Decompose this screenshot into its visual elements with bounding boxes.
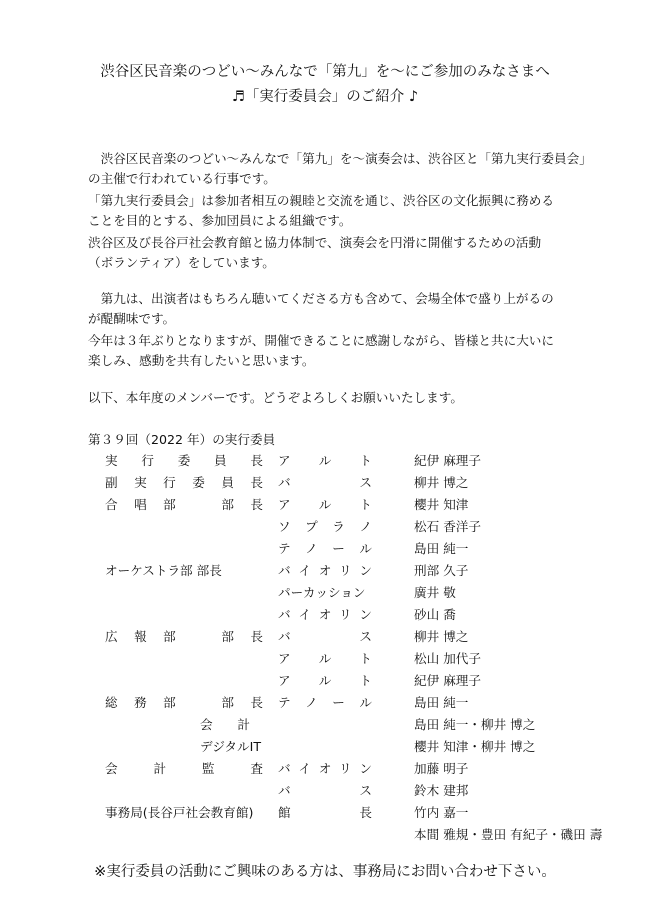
roster-row: [0, 736, 650, 758]
roster-name: 紀伊 麻理子: [414, 673, 481, 688]
roster-name: 櫻井 知津: [414, 497, 469, 512]
roster-role: デジタルIT: [200, 739, 262, 754]
roster-part: ア ル ト: [278, 497, 372, 512]
roster-row: [0, 824, 650, 846]
roster-row: [0, 560, 650, 582]
roster-role: 会 計: [200, 717, 250, 732]
roster-row: [0, 714, 650, 736]
roster-role: 総 務 部 部 長: [105, 695, 263, 710]
roster-role: 実 行 委 員 長: [105, 453, 263, 468]
roster-part: バ イ オ リ ン: [278, 607, 372, 622]
roster-name: 鈴木 建邦: [414, 783, 469, 798]
roster-row: [0, 494, 650, 516]
roster-row: [0, 582, 650, 604]
intro-line: の主催で行われている行事です。: [88, 171, 276, 186]
intro-line: ことを目的とする、参加団員による組織です。: [88, 213, 352, 228]
roster-part: ア ル ト: [278, 453, 372, 468]
roster-row: [0, 670, 650, 692]
roster-role: 事務局(長谷戸社会教育館): [105, 805, 254, 820]
roster-name: 紀伊 麻理子: [414, 453, 481, 468]
roster-row: [0, 648, 650, 670]
intro-line: 渋谷区及び長谷戸社会教育館と協力体制で、演奏会を円滑に開催するための活動: [88, 235, 542, 250]
roster-part: テ ノ ー ル: [278, 695, 372, 710]
roster-part: バ ス: [278, 629, 372, 644]
body-line: 楽しみ、感動を共有したいと思います。: [88, 353, 315, 368]
contact-note: ※実行委員の活動にご興味のある方は、事務局にお問い合わせ下さい。: [94, 864, 556, 880]
roster-name: 島田 純一・柳井 博之: [414, 717, 536, 732]
roster-name: 島田 純一: [414, 695, 469, 710]
document-subtitle: ♬「実行委員会」のご紹介 ♪: [231, 89, 419, 105]
roster-part: バ ス: [278, 783, 372, 798]
body-line: 第九は、出演者はもちろん聴いてくださる方も含めて、会場全体で盛り上がるの: [88, 291, 554, 306]
roster-role: 副 実 行 委 員 長: [105, 475, 263, 490]
roster-part: ア ル ト: [278, 673, 372, 688]
roster-part: ソ プ ラ ノ: [278, 519, 372, 534]
roster-part: バ イ オ リ ン: [278, 761, 372, 776]
body-line: 今年は３年ぶりとなりますが、開催できることに感謝しながら、皆様と共に大いに: [88, 333, 554, 348]
intro-line: 「第九実行委員会」は参加者相互の親睦と交流を通じ、渋谷区の文化振興に務める: [88, 193, 554, 208]
roster-part: ア ル ト: [278, 651, 372, 666]
roster-role: 広 報 部 部 長: [105, 629, 263, 644]
roster-part: バ ス: [278, 475, 372, 490]
roster-part: テ ノ ー ル: [278, 541, 372, 556]
roster-name: 松山 加代子: [414, 651, 481, 666]
roster-name: 廣井 敬: [414, 585, 456, 600]
roster-name: 櫻井 知津・柳井 博之: [414, 739, 536, 754]
roster-row: [0, 538, 650, 560]
roster-name: 砂山 喬: [414, 607, 456, 622]
roster-name: 柳井 博之: [414, 629, 469, 644]
roster-part: パーカッション: [278, 585, 366, 600]
body-line: が醍醐味です。: [88, 311, 176, 326]
members-intro: 以下、本年度のメンバーです。どうぞよろしくお願いいたします。: [88, 390, 463, 405]
roster-part: 館 長: [278, 805, 372, 820]
roster-role: 会 計 監 査: [105, 761, 263, 776]
roster-row: [0, 450, 650, 472]
document-title: 渋谷区民音楽のつどい〜みんなで「第九」を〜にご参加のみなさまへ: [100, 64, 550, 80]
roster-row: [0, 516, 650, 538]
roster-heading: 第３９回（2022 年）の実行委員: [88, 432, 276, 447]
roster-name: 松石 香洋子: [414, 519, 481, 534]
roster-name: 加藤 明子: [414, 761, 469, 776]
roster-row: [0, 780, 650, 802]
roster-part: バ イ オ リ ン: [278, 563, 372, 578]
intro-line: （ボランティア）をしています。: [88, 255, 275, 270]
roster-row: [0, 472, 650, 494]
roster-row: [0, 626, 650, 648]
intro-line: 渋谷区民音楽のつどい〜みんなで「第九」を〜演奏会は、渋谷区と「第九実行委員会」: [88, 151, 592, 166]
roster-name: 島田 純一: [414, 541, 469, 556]
roster-role: 合 唱 部 部 長: [105, 497, 263, 512]
roster-row: [0, 758, 650, 780]
roster-row: [0, 604, 650, 626]
roster-name: 本間 雅規・豊田 有紀子・磯田 壽: [414, 827, 603, 842]
roster-row: [0, 692, 650, 714]
roster-name: 竹内 嘉一: [414, 805, 469, 820]
roster-name: 柳井 博之: [414, 475, 469, 490]
roster-row: [0, 802, 650, 824]
roster-role: オーケストラ部 部長: [105, 563, 222, 578]
roster-name: 刑部 久子: [414, 563, 469, 578]
